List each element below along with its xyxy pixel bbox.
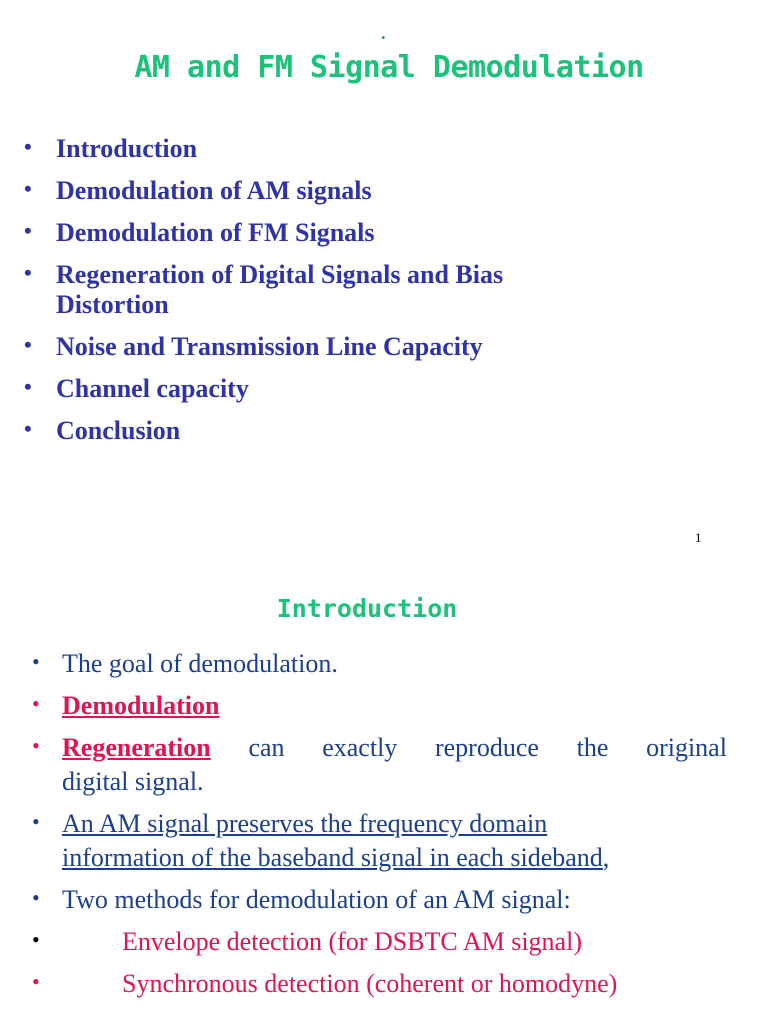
list-item	[32, 689, 727, 723]
agenda-item-label: Noise and Transmission Line Capacity	[56, 332, 483, 361]
agenda-item-label: Conclusion	[56, 416, 181, 445]
list-item	[32, 967, 727, 1001]
bullet-icon: •	[24, 416, 32, 441]
slide-marker: .	[381, 23, 386, 43]
am-preserve-text: information of the baseband signal in each sideband	[62, 843, 603, 872]
agenda-item-label: Channel capacity	[56, 374, 249, 403]
agenda-item	[24, 416, 744, 446]
bullet-icon: •	[24, 260, 32, 285]
envelope-detection-text: Envelope detection (for DSBTC AM signal)	[122, 927, 582, 956]
bullet-icon: •	[32, 733, 40, 758]
agenda-item-label: Regeneration of Digital Signals and Bias Distortion	[56, 260, 504, 319]
regen-word: the	[576, 733, 609, 762]
bullet-icon: •	[24, 218, 32, 243]
comma: ,	[602, 843, 610, 872]
bullet-icon: •	[32, 691, 40, 716]
agenda-item	[24, 218, 744, 248]
bullet-icon: •	[24, 374, 32, 399]
agenda-item	[24, 332, 744, 362]
list-item	[32, 807, 727, 875]
agenda-item	[24, 176, 744, 206]
agenda-item-label: Demodulation of FM Signals	[56, 218, 375, 247]
bullet-icon: •	[24, 134, 32, 159]
regen-word: exactly	[322, 733, 398, 762]
regeneration-line-2: digital signal.	[62, 767, 204, 796]
bullet-icon: •	[32, 649, 40, 674]
bullet-icon: •	[24, 176, 32, 201]
regeneration-term: Regeneration	[62, 733, 211, 762]
two-methods-text: Two methods for demodulation of an AM signal:	[62, 885, 571, 914]
regen-word: original	[646, 733, 727, 762]
agenda-item	[24, 260, 596, 320]
bullet-icon: •	[32, 885, 40, 910]
agenda-list	[24, 134, 744, 458]
regeneration-line	[62, 731, 727, 765]
bullet-icon: •	[24, 332, 32, 357]
bullet-icon: •	[32, 927, 40, 952]
regen-word: reproduce	[434, 733, 539, 762]
goal-text: The goal of demodulation.	[62, 649, 338, 678]
list-item	[32, 647, 727, 681]
slide-title: AM and FM Signal Demodulation	[134, 50, 644, 85]
section-title: Introduction	[276, 594, 458, 623]
list-item	[32, 883, 727, 917]
intro-list	[32, 647, 727, 1009]
agenda-item	[24, 374, 744, 404]
list-item	[32, 925, 727, 959]
agenda-item-label: Demodulation of AM signals	[56, 176, 372, 205]
list-item	[32, 731, 727, 799]
synchronous-detection-text: Synchronous detection (coherent or homodyne)	[122, 969, 618, 998]
am-preserve-text: An AM signal preserves the frequency domain	[62, 809, 548, 838]
agenda-item	[24, 134, 744, 164]
agenda-item-label: Introduction	[56, 134, 198, 163]
bullet-icon: •	[32, 809, 40, 834]
bullet-icon: •	[32, 969, 40, 994]
page-number: 1	[695, 530, 702, 545]
regen-word: can	[248, 733, 285, 762]
demodulation-term: Demodulation	[62, 691, 220, 720]
